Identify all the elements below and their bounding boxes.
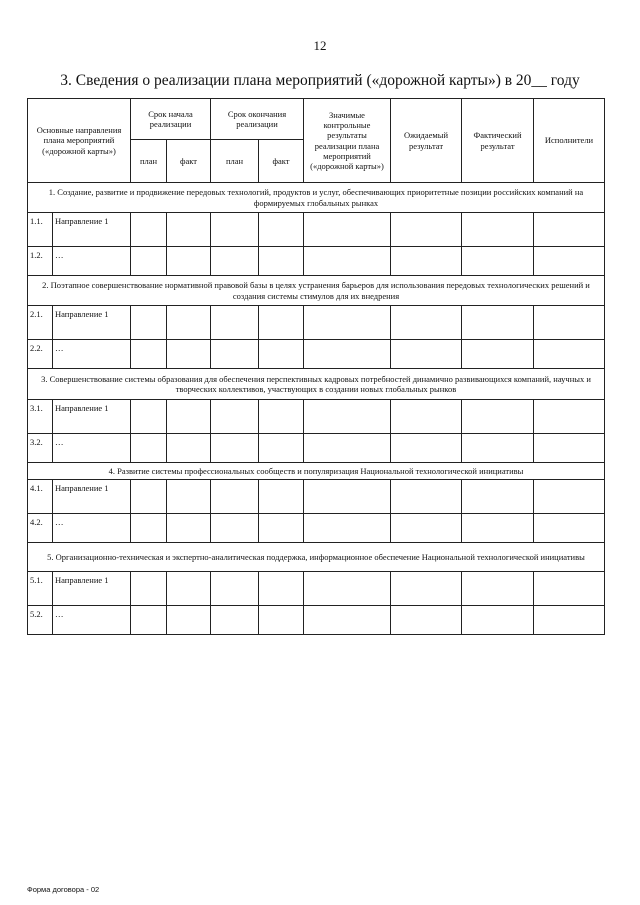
cell-start-plan[interactable] [131,606,167,635]
cell-actual-result[interactable] [462,213,534,247]
item-number: 5.2. [28,606,53,635]
cell-control-results[interactable] [304,340,391,369]
item-number: 1.2. [28,247,53,276]
cell-end-fact[interactable] [259,514,304,543]
header-start-period: Срок начала реализации [131,99,211,140]
page-title: 3. Сведения о реализации плана мероприятий («дорожной карты») в 20__ году [60,72,580,89]
item-number: 1.1. [28,213,53,247]
header-end-period: Срок окончания реализации [211,99,304,140]
cell-end-fact[interactable] [259,247,304,276]
cell-expected-result[interactable] [391,213,462,247]
item-direction: … [53,434,131,463]
cell-executors[interactable] [534,480,605,514]
section-row [28,369,605,400]
footer-form-label: Форма договора - 02 [27,885,100,894]
header-end-fact: факт [259,140,304,183]
cell-executors[interactable] [534,514,605,543]
item-direction: … [53,247,131,276]
table-row [28,400,605,434]
table-row [28,340,605,369]
item-direction: Направление 1 [53,400,131,434]
table-row [28,480,605,514]
cell-start-plan[interactable] [131,340,167,369]
cell-control-results[interactable] [304,213,391,247]
cell-expected-result[interactable] [391,340,462,369]
cell-end-plan[interactable] [211,213,259,247]
page-number: 12 [313,38,327,53]
item-number: 4.2. [28,514,53,543]
cell-executors[interactable] [534,400,605,434]
section-title: 4. Развитие системы профессиональных сообществ и популяризация Национальной технологической инициативы [28,463,605,480]
item-direction: Направление 1 [53,480,131,514]
cell-start-fact[interactable] [167,514,211,543]
cell-executors[interactable] [534,572,605,606]
cell-start-plan[interactable] [131,514,167,543]
cell-end-plan[interactable] [211,572,259,606]
cell-start-fact[interactable] [167,434,211,463]
cell-actual-result[interactable] [462,480,534,514]
table-row [28,213,605,247]
cell-end-fact[interactable] [259,572,304,606]
cell-expected-result[interactable] [391,400,462,434]
cell-expected-result[interactable] [391,606,462,635]
cell-actual-result[interactable] [462,434,534,463]
cell-start-plan[interactable] [131,247,167,276]
item-direction: … [53,606,131,635]
cell-end-fact[interactable] [259,340,304,369]
cell-start-fact[interactable] [167,400,211,434]
section-title: 1. Создание, развитие и продвижение передовых технологий, продуктов и услуг, обеспечивающих приоритетные позиции российских компаний на формируемых глобальных рынках [28,183,605,213]
cell-end-plan[interactable] [211,400,259,434]
cell-control-results[interactable] [304,306,391,340]
cell-actual-result[interactable] [462,340,534,369]
cell-expected-result[interactable] [391,572,462,606]
cell-end-fact[interactable] [259,606,304,635]
item-number: 2.1. [28,306,53,340]
section-row [28,183,605,213]
cell-executors[interactable] [534,606,605,635]
cell-expected-result[interactable] [391,480,462,514]
cell-actual-result[interactable] [462,247,534,276]
header-start-fact: факт [167,140,211,183]
table-row [28,306,605,340]
cell-end-plan[interactable] [211,480,259,514]
cell-end-plan[interactable] [211,606,259,635]
item-number: 5.1. [28,572,53,606]
section-title: 3. Совершенствование системы образования для обеспечения перспективных кадровых потребностей динамично развивающихся компаний, научных и творческих коллективов, участвующих в создании новых глобальных рынков [28,369,605,400]
table-row [28,434,605,463]
cell-start-fact[interactable] [167,606,211,635]
cell-control-results[interactable] [304,247,391,276]
item-number: 2.2. [28,340,53,369]
header-expected-result: Ожидаемый результат [391,99,462,183]
cell-executors[interactable] [534,306,605,340]
cell-expected-result[interactable] [391,434,462,463]
table-row [28,572,605,606]
cell-control-results[interactable] [304,514,391,543]
header-end-plan: план [211,140,259,183]
cell-control-results[interactable] [304,434,391,463]
cell-end-fact[interactable] [259,434,304,463]
header-control-results: Значимые контрольные результаты реализации плана мероприятий («дорожной карты») [304,99,391,183]
item-number: 3.2. [28,434,53,463]
item-direction: Направление 1 [53,213,131,247]
cell-actual-result[interactable] [462,514,534,543]
item-direction: Направление 1 [53,306,131,340]
cell-executors[interactable] [534,247,605,276]
header-actual-result: Фактический результат [462,99,534,183]
table-row [28,514,605,543]
cell-executors[interactable] [534,434,605,463]
cell-start-plan[interactable] [131,213,167,247]
item-number: 4.1. [28,480,53,514]
cell-expected-result[interactable] [391,306,462,340]
section-row [28,463,605,480]
cell-end-fact[interactable] [259,213,304,247]
cell-expected-result[interactable] [391,514,462,543]
item-direction: Направление 1 [53,572,131,606]
table-row [28,247,605,276]
section-row [28,543,605,572]
header-executors: Исполнители [534,99,605,183]
cell-start-fact[interactable] [167,480,211,514]
item-number: 3.1. [28,400,53,434]
cell-start-plan[interactable] [131,306,167,340]
table-row [28,606,605,635]
cell-end-fact[interactable] [259,480,304,514]
cell-end-plan[interactable] [211,306,259,340]
cell-actual-result[interactable] [462,572,534,606]
cell-end-plan[interactable] [211,247,259,276]
cell-start-fact[interactable] [167,247,211,276]
cell-executors[interactable] [534,213,605,247]
cell-control-results[interactable] [304,400,391,434]
item-direction: … [53,340,131,369]
cell-start-plan[interactable] [131,400,167,434]
cell-control-results[interactable] [304,480,391,514]
cell-start-plan[interactable] [131,434,167,463]
header-main-directions: Основные направления плана мероприятий («дорожной карты») [28,99,131,183]
cell-start-plan[interactable] [131,572,167,606]
cell-end-fact[interactable] [259,306,304,340]
cell-start-plan[interactable] [131,480,167,514]
section-title: 5. Организационно-техническая и экспертно-аналитическая поддержка, информационное обеспечение Национальной технологической инициативы [28,543,605,572]
roadmap-table [27,98,605,635]
cell-expected-result[interactable] [391,247,462,276]
cell-end-plan[interactable] [211,340,259,369]
cell-start-fact[interactable] [167,213,211,247]
cell-start-fact[interactable] [167,306,211,340]
cell-control-results[interactable] [304,572,391,606]
section-title: 2. Поэтапное совершенствование нормативной правовой базы в целях устранения барьеров для использования передовых технологических решений и создания системы стимулов для их внедрения [28,276,605,306]
section-row [28,276,605,306]
cell-start-fact[interactable] [167,340,211,369]
item-direction: … [53,514,131,543]
cell-actual-result[interactable] [462,606,534,635]
cell-end-fact[interactable] [259,400,304,434]
cell-end-plan[interactable] [211,514,259,543]
cell-start-fact[interactable] [167,572,211,606]
cell-actual-result[interactable] [462,400,534,434]
header-start-plan: план [131,140,167,183]
cell-actual-result[interactable] [462,306,534,340]
cell-control-results[interactable] [304,606,391,635]
cell-executors[interactable] [534,340,605,369]
cell-end-plan[interactable] [211,434,259,463]
